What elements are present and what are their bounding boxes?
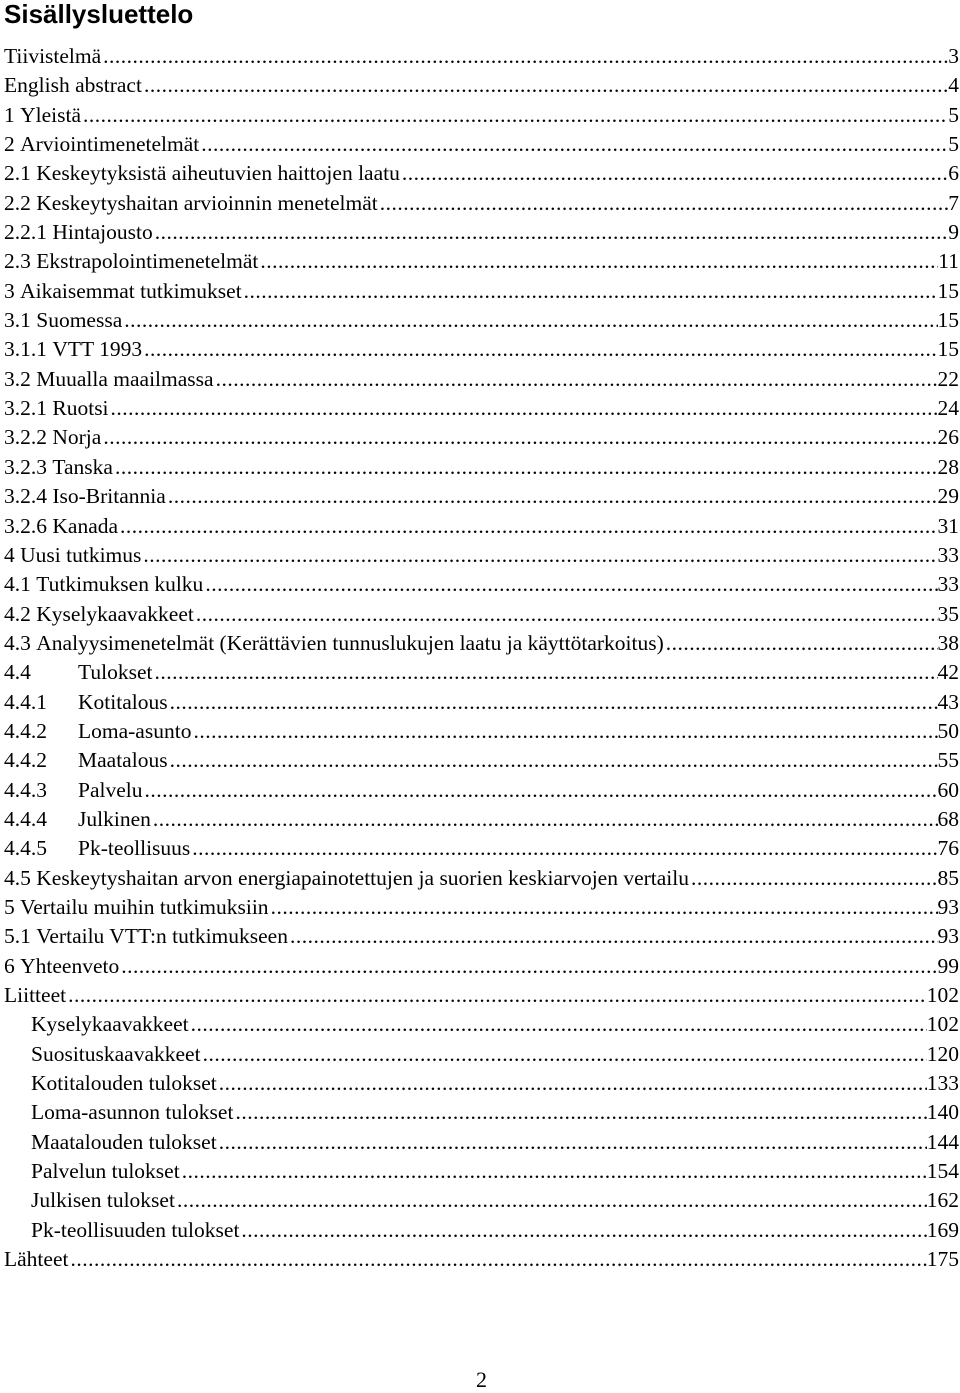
toc-entry-title: Keskeytyshaitan arvon energiapainotettujen ja suorien keskiarvojen vertailu bbox=[36, 865, 689, 890]
toc-entry-title: Norja bbox=[52, 425, 102, 450]
toc-entry-page-number: 29 bbox=[937, 484, 959, 509]
dot-leader bbox=[258, 247, 938, 276]
toc-entry-title: Loma-asunnon tulokset bbox=[31, 1100, 234, 1125]
toc-entry-page-number: 31 bbox=[937, 513, 959, 538]
toc-entry-title: Maatalouden tulokset bbox=[31, 1129, 217, 1154]
dot-leader bbox=[119, 952, 937, 981]
dot-leader bbox=[689, 864, 938, 893]
toc-entry[interactable] bbox=[4, 159, 959, 188]
toc-entry[interactable] bbox=[4, 1157, 959, 1186]
toc-entry[interactable] bbox=[4, 365, 959, 394]
dot-leader bbox=[101, 42, 948, 71]
toc-entry-page-number: 35 bbox=[937, 601, 959, 626]
dot-leader bbox=[66, 981, 927, 1010]
dot-leader bbox=[201, 1040, 927, 1069]
toc-entry-page-number: 5 bbox=[948, 132, 959, 157]
toc-entry-number: 3.2.3 bbox=[4, 454, 47, 479]
toc-entry-number: 3.1.1 bbox=[4, 337, 47, 362]
toc-entry-number: 4.2 bbox=[4, 601, 31, 626]
toc-entry-number: 3.2.2 bbox=[4, 425, 47, 450]
dot-leader bbox=[288, 922, 938, 951]
dot-leader bbox=[122, 306, 937, 335]
toc-entry-page-number: 6 bbox=[948, 161, 959, 186]
toc-entry-number: 4.4.1 bbox=[4, 689, 47, 714]
toc-entry-page-number: 120 bbox=[926, 1041, 959, 1066]
toc-entry-number: 5 bbox=[4, 894, 15, 919]
toc-entry-page-number: 5 bbox=[948, 102, 959, 127]
toc-entry-number: 4.4.2 bbox=[4, 718, 47, 743]
toc-entry-page-number: 133 bbox=[926, 1071, 959, 1096]
toc-entry[interactable] bbox=[4, 1128, 959, 1157]
toc-entry[interactable] bbox=[4, 1040, 959, 1069]
toc-entry-title: Kanada bbox=[52, 513, 119, 538]
toc-entry[interactable] bbox=[4, 922, 959, 951]
dot-leader bbox=[142, 71, 948, 100]
toc-entry[interactable] bbox=[4, 688, 959, 717]
toc-entry-title: Pk-teollisuus bbox=[78, 836, 191, 861]
toc-entry-page-number: 43 bbox=[937, 689, 959, 714]
toc-entry[interactable] bbox=[4, 1069, 959, 1098]
toc-entry-title: Vertailu VTT:n tutkimukseen bbox=[36, 924, 288, 949]
toc-entry-title: Uusi tutkimus bbox=[20, 542, 142, 567]
dot-leader bbox=[142, 335, 937, 364]
toc-entry-title: Ruotsi bbox=[52, 396, 109, 421]
dot-leader bbox=[199, 130, 948, 159]
toc-entry-number: 3.2 bbox=[4, 366, 31, 391]
toc-entry-page-number: 60 bbox=[937, 777, 959, 802]
dot-leader bbox=[166, 482, 938, 511]
toc-entry-title: Hintajousto bbox=[52, 220, 153, 245]
toc-entry-page-number: 3 bbox=[948, 44, 959, 68]
toc-entry-number: 3.2.1 bbox=[4, 396, 47, 421]
toc-entry-page-number: 15 bbox=[937, 308, 959, 333]
toc-entry-page-number: 33 bbox=[937, 572, 959, 597]
dot-leader bbox=[81, 101, 948, 130]
toc-entry-title: Tiivistelmä bbox=[4, 44, 102, 68]
toc-entry-page-number: 11 bbox=[938, 249, 959, 274]
dot-leader bbox=[143, 776, 938, 805]
dot-leader bbox=[109, 394, 938, 423]
toc-entry-number: 4.1 bbox=[4, 572, 31, 597]
dot-leader bbox=[190, 834, 937, 863]
dot-leader bbox=[191, 717, 937, 746]
toc-entry[interactable] bbox=[4, 629, 959, 658]
toc-entry-page-number: 169 bbox=[926, 1217, 959, 1242]
toc-entry[interactable] bbox=[4, 952, 959, 981]
toc-entry-number: 3.2.4 bbox=[4, 484, 47, 509]
toc-entry-number: 3 bbox=[4, 278, 15, 303]
dot-leader bbox=[168, 746, 938, 775]
toc-entry[interactable] bbox=[4, 1010, 959, 1039]
toc-entry[interactable] bbox=[4, 130, 959, 159]
toc-entry-title: Julkinen bbox=[78, 806, 151, 831]
toc-entry[interactable] bbox=[4, 306, 959, 335]
dot-leader bbox=[203, 570, 937, 599]
toc-entry-title: Julkisen tulokset bbox=[31, 1188, 175, 1213]
toc-entry-page-number: 93 bbox=[937, 924, 959, 949]
toc-entry-page-number: 93 bbox=[937, 894, 959, 919]
toc-entry-number: 5.1 bbox=[4, 924, 31, 949]
dot-leader bbox=[217, 1069, 927, 1098]
toc-entry[interactable] bbox=[4, 335, 959, 364]
dot-leader bbox=[239, 1216, 926, 1245]
toc-entry[interactable] bbox=[4, 1245, 959, 1274]
toc-entry-title: Aikaisemmat tutkimukset bbox=[20, 278, 242, 303]
toc-entry[interactable] bbox=[4, 218, 959, 247]
dot-leader bbox=[168, 688, 938, 717]
toc-entry[interactable] bbox=[4, 1216, 959, 1245]
toc-entry-number: 3.1 bbox=[4, 308, 31, 333]
toc-entry-title: Tanska bbox=[52, 454, 113, 479]
dot-leader bbox=[151, 805, 938, 834]
toc-entry-title: Kyselykaavakkeet bbox=[36, 601, 194, 626]
toc-entry-title: Pk-teollisuuden tulokset bbox=[31, 1217, 240, 1242]
toc-entry[interactable] bbox=[4, 482, 959, 511]
toc-entry[interactable] bbox=[4, 805, 959, 834]
toc-entry[interactable] bbox=[4, 247, 959, 276]
toc-entry-title: Kyselykaavakkeet bbox=[31, 1012, 189, 1037]
toc-entry-title: Tulokset bbox=[78, 660, 153, 685]
toc-entry[interactable] bbox=[4, 1186, 959, 1215]
toc-entry-page-number: 102 bbox=[926, 983, 959, 1007]
toc-entry-number: 4 bbox=[4, 542, 15, 567]
toc-entry-title: Vertailu muihin tutkimuksiin bbox=[20, 894, 269, 919]
toc-entry-title: Arviointimenetelmät bbox=[20, 132, 200, 157]
toc-entry[interactable] bbox=[4, 512, 959, 541]
toc-entry[interactable] bbox=[4, 42, 959, 71]
toc-entry-page-number: 50 bbox=[937, 718, 959, 743]
toc-entry-number: 4.4 bbox=[4, 660, 31, 685]
toc-entry[interactable] bbox=[4, 277, 959, 306]
toc-entry-page-number: 140 bbox=[926, 1100, 959, 1125]
toc-entry[interactable] bbox=[4, 189, 959, 218]
toc-entry[interactable] bbox=[4, 453, 959, 482]
toc-entry-number: 2.2.1 bbox=[4, 220, 47, 245]
toc-entry-page-number: 9 bbox=[948, 220, 959, 245]
toc-entry-number: 2 bbox=[4, 132, 15, 157]
toc-entry-page-number: 7 bbox=[948, 190, 959, 215]
dot-leader bbox=[189, 1010, 927, 1039]
toc-entry-page-number: 144 bbox=[926, 1129, 959, 1154]
toc-entry-title: Keskeytyshaitan arvioinnin menetelmät bbox=[36, 190, 378, 215]
toc-entry-number: 4.5 bbox=[4, 865, 31, 890]
dot-leader bbox=[153, 218, 949, 247]
toc-entry-number: 2.3 bbox=[4, 249, 31, 274]
toc-entry-page-number: 175 bbox=[926, 1247, 959, 1272]
toc-entry-title: Iso-Britannia bbox=[52, 484, 166, 509]
toc-entry[interactable] bbox=[4, 71, 959, 100]
toc-entry-title: VTT 1993 bbox=[52, 337, 143, 362]
toc-entry[interactable] bbox=[4, 1098, 959, 1127]
toc-entry-page-number: 4 bbox=[948, 73, 959, 98]
toc-entry-page-number: 85 bbox=[937, 865, 959, 890]
toc-entry-page-number: 24 bbox=[937, 396, 959, 421]
dot-leader bbox=[217, 1128, 927, 1157]
toc-entry[interactable] bbox=[4, 658, 959, 687]
toc-entry-title: Suosituskaavakkeet bbox=[31, 1041, 201, 1066]
toc-entry-title: English abstract bbox=[4, 73, 142, 98]
toc-entry-title: Maatalous bbox=[78, 748, 168, 773]
toc-entry[interactable] bbox=[4, 570, 959, 599]
table-of-contents bbox=[4, 42, 959, 1274]
toc-entry-page-number: 15 bbox=[937, 278, 959, 303]
toc-entry-title: Yhteenveto bbox=[20, 953, 120, 978]
toc-entry-number: 4.4.3 bbox=[4, 777, 47, 802]
toc-entry[interactable] bbox=[4, 423, 959, 452]
toc-entry[interactable] bbox=[4, 600, 959, 629]
toc-entry-title: Loma-asunto bbox=[78, 718, 192, 743]
toc-entry-number: 4.4.4 bbox=[4, 806, 47, 831]
dot-leader bbox=[101, 423, 937, 452]
toc-entry-page-number: 162 bbox=[926, 1188, 959, 1213]
toc-entry-title: Analyysimenetelmät (Kerättävien tunnuslukujen laatu ja käyttötarkoitus) bbox=[36, 630, 664, 655]
toc-entry-page-number: 42 bbox=[937, 660, 959, 685]
toc-entry[interactable] bbox=[4, 101, 959, 130]
toc-entry-title: Kotitalouden tulokset bbox=[31, 1071, 217, 1096]
toc-entry-title: Keskeytyksistä aiheutuvien haittojen laatu bbox=[36, 161, 400, 186]
toc-entry-page-number: 99 bbox=[937, 953, 959, 978]
toc-entry-title: Muualla maailmassa bbox=[36, 366, 214, 391]
toc-entry-number: 4.4.2 bbox=[4, 748, 47, 773]
toc-entry-number: 2.1 bbox=[4, 161, 31, 186]
toc-entry[interactable] bbox=[4, 746, 959, 775]
dot-leader bbox=[175, 1186, 927, 1215]
toc-entry-page-number: 38 bbox=[937, 630, 959, 655]
toc-entry-page-number: 22 bbox=[937, 366, 959, 391]
toc-entry-page-number: 68 bbox=[937, 806, 959, 831]
toc-entry[interactable] bbox=[4, 864, 959, 893]
toc-entry[interactable] bbox=[4, 834, 959, 863]
dot-leader bbox=[214, 365, 938, 394]
toc-entry[interactable] bbox=[4, 394, 959, 423]
toc-entry-page-number: 15 bbox=[937, 337, 959, 362]
toc-entry-page-number: 33 bbox=[937, 542, 959, 567]
toc-entry[interactable] bbox=[4, 541, 959, 570]
toc-entry-title: Lähteet bbox=[4, 1247, 69, 1272]
toc-entry-page-number: 55 bbox=[937, 748, 959, 773]
toc-entry-number: 3.2.6 bbox=[4, 513, 47, 538]
dot-leader bbox=[180, 1157, 927, 1186]
toc-entry-page-number: 28 bbox=[937, 454, 959, 479]
toc-entry-number: 6 bbox=[4, 953, 15, 978]
toc-entry-page-number: 154 bbox=[926, 1159, 959, 1184]
toc-entry[interactable] bbox=[4, 981, 959, 1010]
toc-entry-page-number: 76 bbox=[937, 836, 959, 861]
toc-entry[interactable] bbox=[4, 893, 959, 922]
page-title: Sisällysluettelo bbox=[4, 0, 194, 29]
dot-leader bbox=[242, 277, 938, 306]
toc-entry-page-number: 26 bbox=[937, 425, 959, 450]
dot-leader bbox=[233, 1098, 926, 1127]
toc-entry-title: Palvelu bbox=[78, 777, 143, 802]
toc-entry-number: 4.3 bbox=[4, 630, 31, 655]
dot-leader bbox=[141, 541, 937, 570]
dot-leader bbox=[118, 512, 937, 541]
toc-entry-title: Yleistä bbox=[20, 102, 82, 127]
toc-entry-page-number: 102 bbox=[926, 1012, 959, 1037]
toc-entry-number: 4.4.5 bbox=[4, 836, 47, 861]
dot-leader bbox=[400, 159, 948, 188]
dot-leader bbox=[68, 1245, 926, 1274]
toc-entry-number: 1 bbox=[4, 102, 15, 127]
dot-leader bbox=[152, 658, 937, 687]
page-number: 2 bbox=[476, 1367, 487, 1392]
dot-leader bbox=[664, 629, 938, 658]
toc-entry-title: Liitteet bbox=[4, 983, 67, 1007]
toc-entry-number: 2.2 bbox=[4, 190, 31, 215]
dot-leader bbox=[269, 893, 938, 922]
toc-entry[interactable] bbox=[4, 717, 959, 746]
dot-leader bbox=[194, 600, 938, 629]
toc-entry-title: Kotitalous bbox=[78, 689, 168, 714]
toc-entry-title: Suomessa bbox=[36, 308, 123, 333]
dot-leader bbox=[378, 189, 948, 218]
toc-entry-title: Ekstrapolointimenetelmät bbox=[36, 249, 259, 274]
dot-leader bbox=[113, 453, 938, 482]
toc-entry-title: Tutkimuksen kulku bbox=[36, 572, 204, 597]
toc-entry-title: Palvelun tulokset bbox=[31, 1159, 180, 1184]
toc-entry[interactable] bbox=[4, 776, 959, 805]
